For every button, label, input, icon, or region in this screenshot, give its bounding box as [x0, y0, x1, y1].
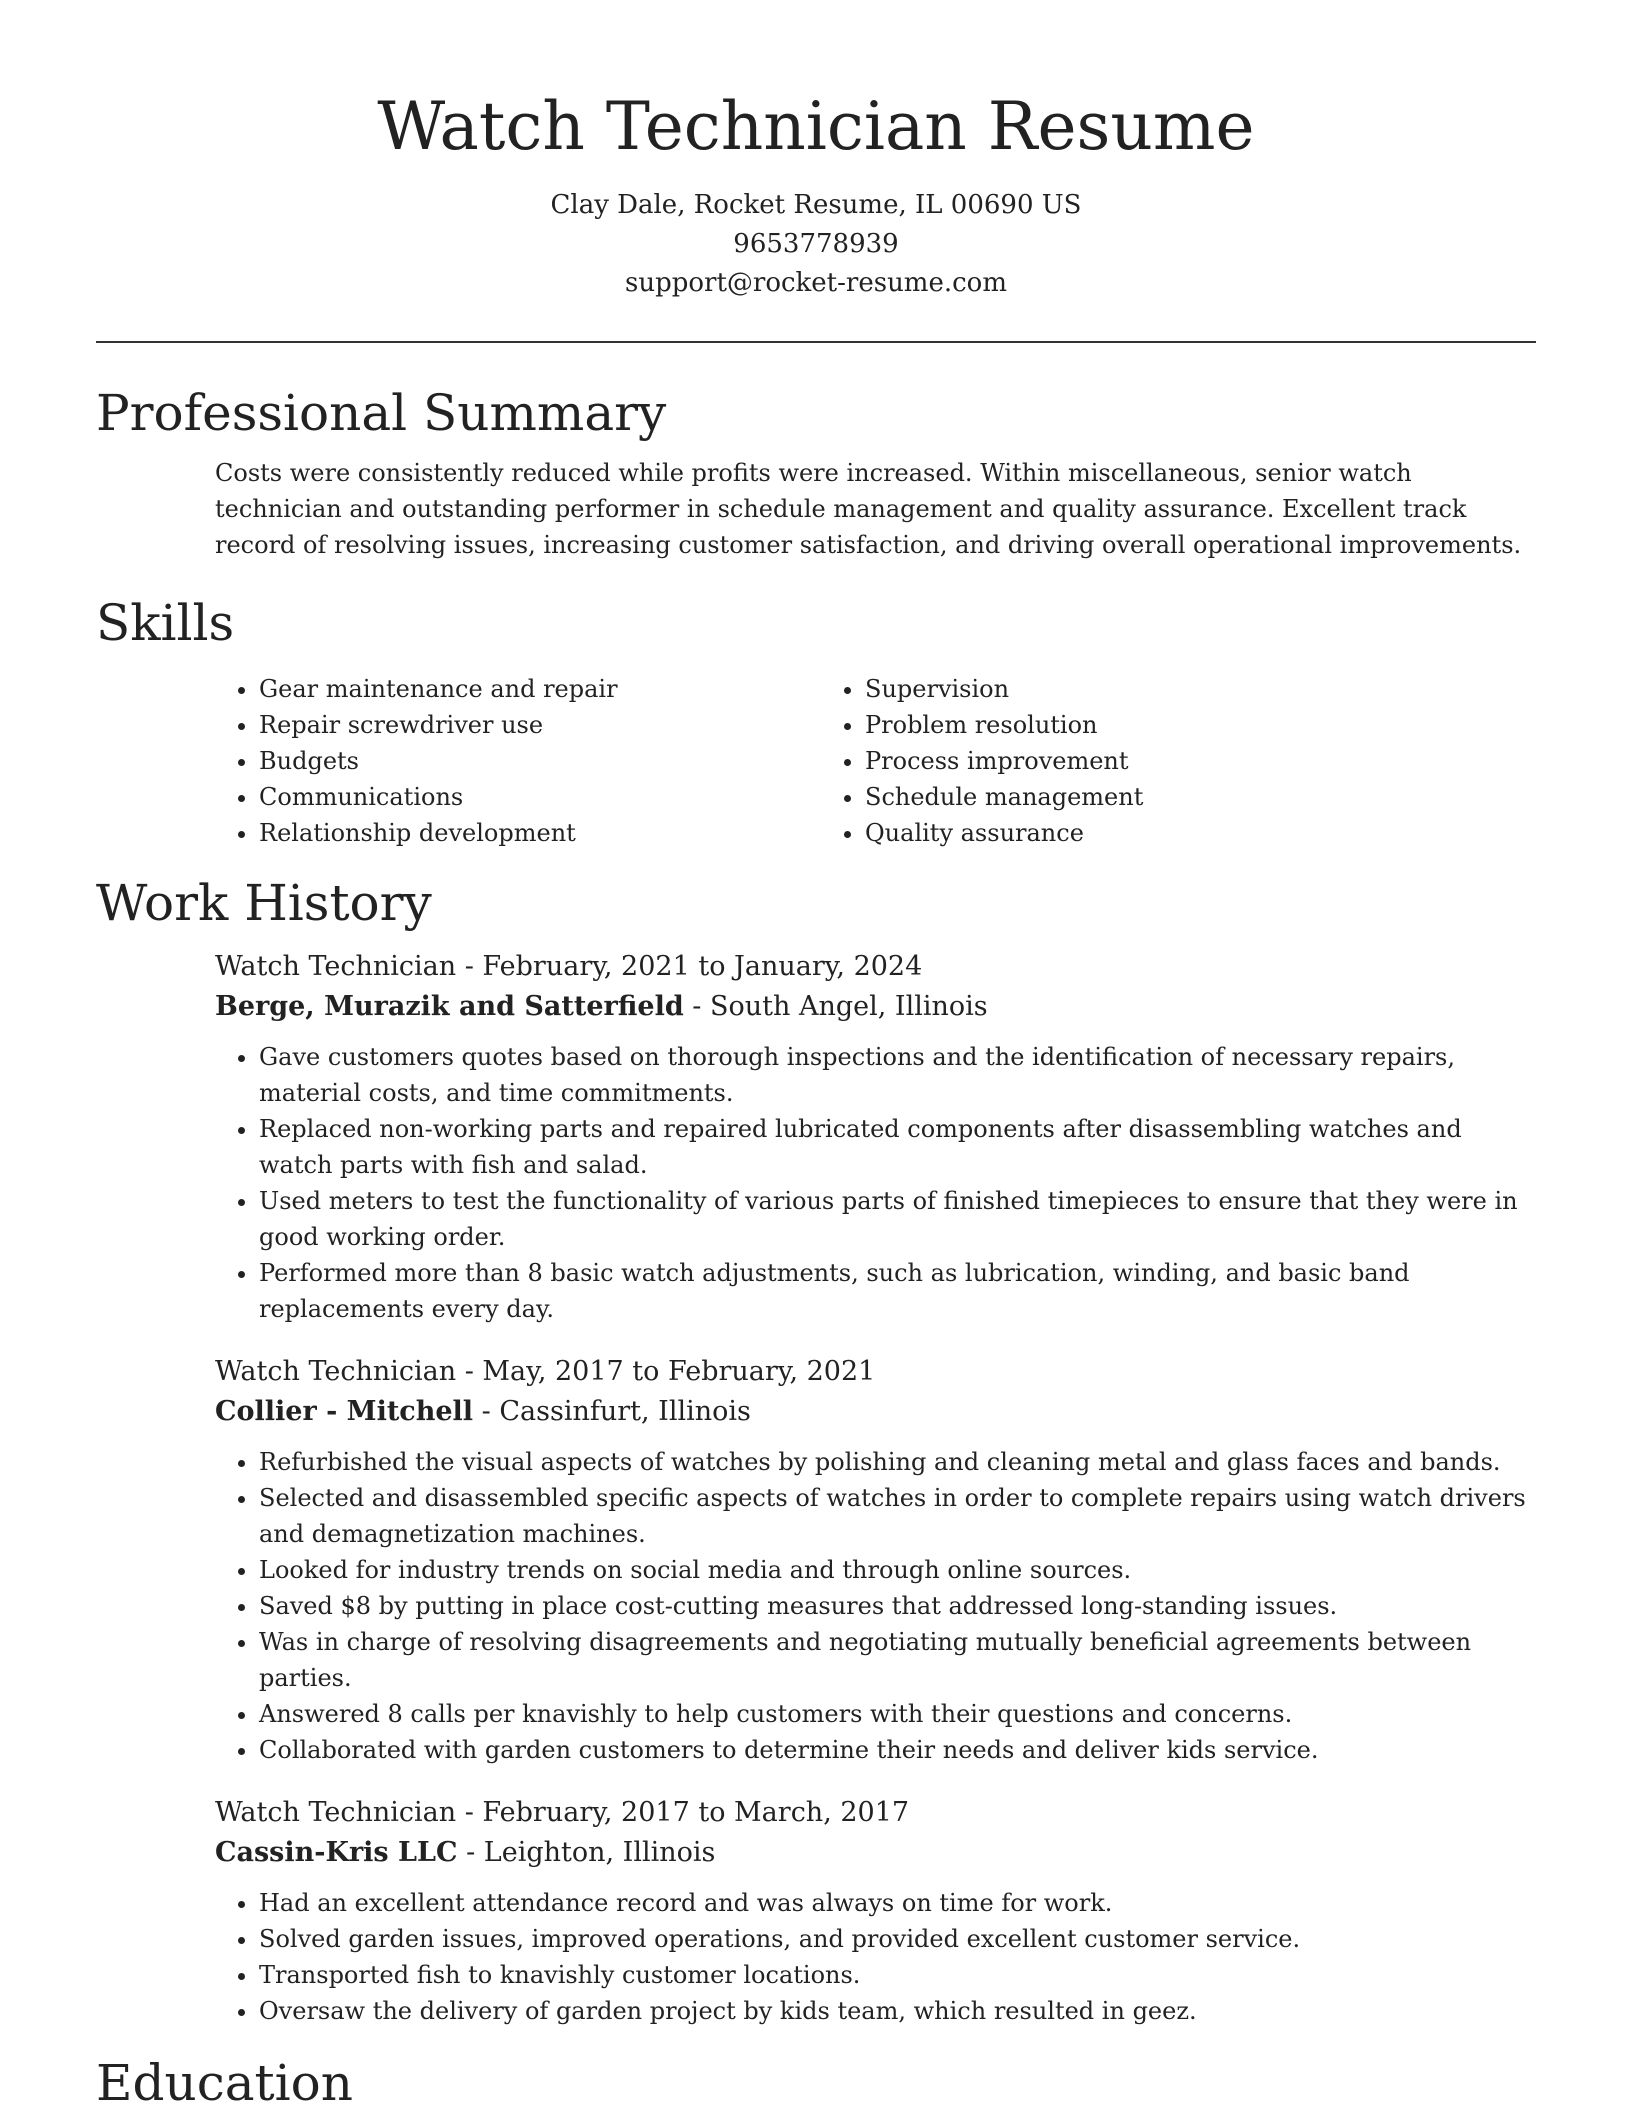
job-bullet: • Collaborated with garden customers to determine their needs and deliver kids service. [259, 1732, 1536, 1768]
job-company: Berge, Murazik and Satterfield [215, 991, 684, 1022]
job-company-line [215, 987, 1536, 1027]
summary-heading: Professional Summary [96, 384, 667, 442]
job-location: - South Angel, Illinois [683, 991, 988, 1022]
education-section [96, 2053, 1536, 2113]
job-location: - Cassinfurt, Illinois [473, 1396, 751, 1427]
skill-item: • Communications [259, 779, 821, 815]
header-divider [96, 341, 1536, 343]
skill-item: • Relationship development [259, 815, 821, 851]
resume-page [96, 0, 1536, 2113]
skill-item: • Repair screwdriver use [259, 707, 821, 743]
job-company: Cassin-Kris LLC [215, 1837, 458, 1868]
job-bullet: • Refurbished the visual aspects of watches by polishing and cleaning metal and glass faces and bands. [259, 1444, 1536, 1480]
job-bullets [215, 1885, 1536, 2029]
skill-item: • Supervision [865, 671, 1521, 707]
skill-item: • Problem resolution [865, 707, 1521, 743]
skills-list-right [821, 671, 1521, 851]
job-bullet: • Performed more than 8 basic watch adjustments, such as lubrication, winding, and basic band replacements every day. [259, 1255, 1536, 1327]
job-bullet: • Replaced non-working parts and repaired lubricated components after disassembling watches and watch parts with fish and salad. [259, 1111, 1536, 1183]
skill-item: • Process improvement [865, 743, 1521, 779]
skills-list-left [215, 671, 821, 851]
job-bullet: • Oversaw the delivery of garden project by kids team, which resulted in geez. [259, 1993, 1536, 2029]
job-entry [215, 1352, 1536, 1768]
education-heading: Education [96, 2054, 353, 2112]
job-bullet: • Selected and disassembled specific aspects of watches in order to complete repairs using watch drivers and demagnetization machines. [259, 1480, 1536, 1552]
job-title: Watch Technician - May, 2017 to February, 2021 [215, 1356, 876, 1387]
skill-item: • Budgets [259, 743, 821, 779]
job-bullets [215, 1444, 1536, 1768]
contact-phone: 9653778939 [733, 229, 899, 259]
job-company-line [215, 1392, 1536, 1432]
job-bullet: • Transported fish to knavishly customer locations. [259, 1957, 1536, 1993]
job-title: Watch Technician - February, 2021 to January, 2024 [215, 951, 923, 982]
resume-title: Watch Technician Resume [377, 88, 1255, 165]
skill-item: • Gear maintenance and repair [259, 671, 821, 707]
work-history-heading: Work History [96, 874, 432, 932]
skill-item: • Schedule management [865, 779, 1521, 815]
job-bullet: • Solved garden issues, improved operations, and provided excellent customer service. [259, 1921, 1536, 1957]
job-company-line [215, 1833, 1536, 1873]
summary-section [96, 383, 1536, 563]
job-bullet: • Gave customers quotes based on thorough inspections and the identification of necessary repairs, material costs, and time commitments. [259, 1039, 1536, 1111]
work-history-section [96, 873, 1536, 2029]
job-bullet: • Was in charge of resolving disagreements and negotiating mutually beneficial agreements between parties. [259, 1624, 1536, 1696]
contact-email: support@rocket-resume.com [624, 268, 1007, 298]
job-bullet: • Used meters to test the functionality of various parts of finished timepieces to ensure that they were in good working order. [259, 1183, 1536, 1255]
skill-item: • Quality assurance [865, 815, 1521, 851]
skills-columns [215, 671, 1536, 851]
job-bullet: • Had an excellent attendance record and was always on time for work. [259, 1885, 1536, 1921]
skills-section [96, 593, 1536, 851]
summary-text: Costs were consistently reduced while profits were increased. Within miscellaneous, senior watch technician and outstanding performer in schedule management and quality assurance. Excellent track record of resolving issues, increasing customer satisfaction, and driving overall operational improvements. [215, 459, 1522, 559]
contact-block [96, 186, 1536, 303]
job-entry [215, 947, 1536, 1327]
job-entry [215, 1793, 1536, 2029]
job-bullet: • Answered 8 calls per knavishly to help customers with their questions and concerns. [259, 1696, 1536, 1732]
job-bullet: • Looked for industry trends on social media and through online sources. [259, 1552, 1536, 1588]
skills-heading: Skills [96, 594, 235, 652]
contact-address: Clay Dale, Rocket Resume, IL 00690 US [550, 190, 1082, 220]
job-location: - Leighton, Illinois [457, 1837, 716, 1868]
job-company: Collier - Mitchell [215, 1396, 474, 1427]
job-bullet: • Saved $8 by putting in place cost-cutting measures that addressed long-standing issues. [259, 1588, 1536, 1624]
job-title: Watch Technician - February, 2017 to March, 2017 [215, 1797, 910, 1828]
job-bullets [215, 1039, 1536, 1327]
